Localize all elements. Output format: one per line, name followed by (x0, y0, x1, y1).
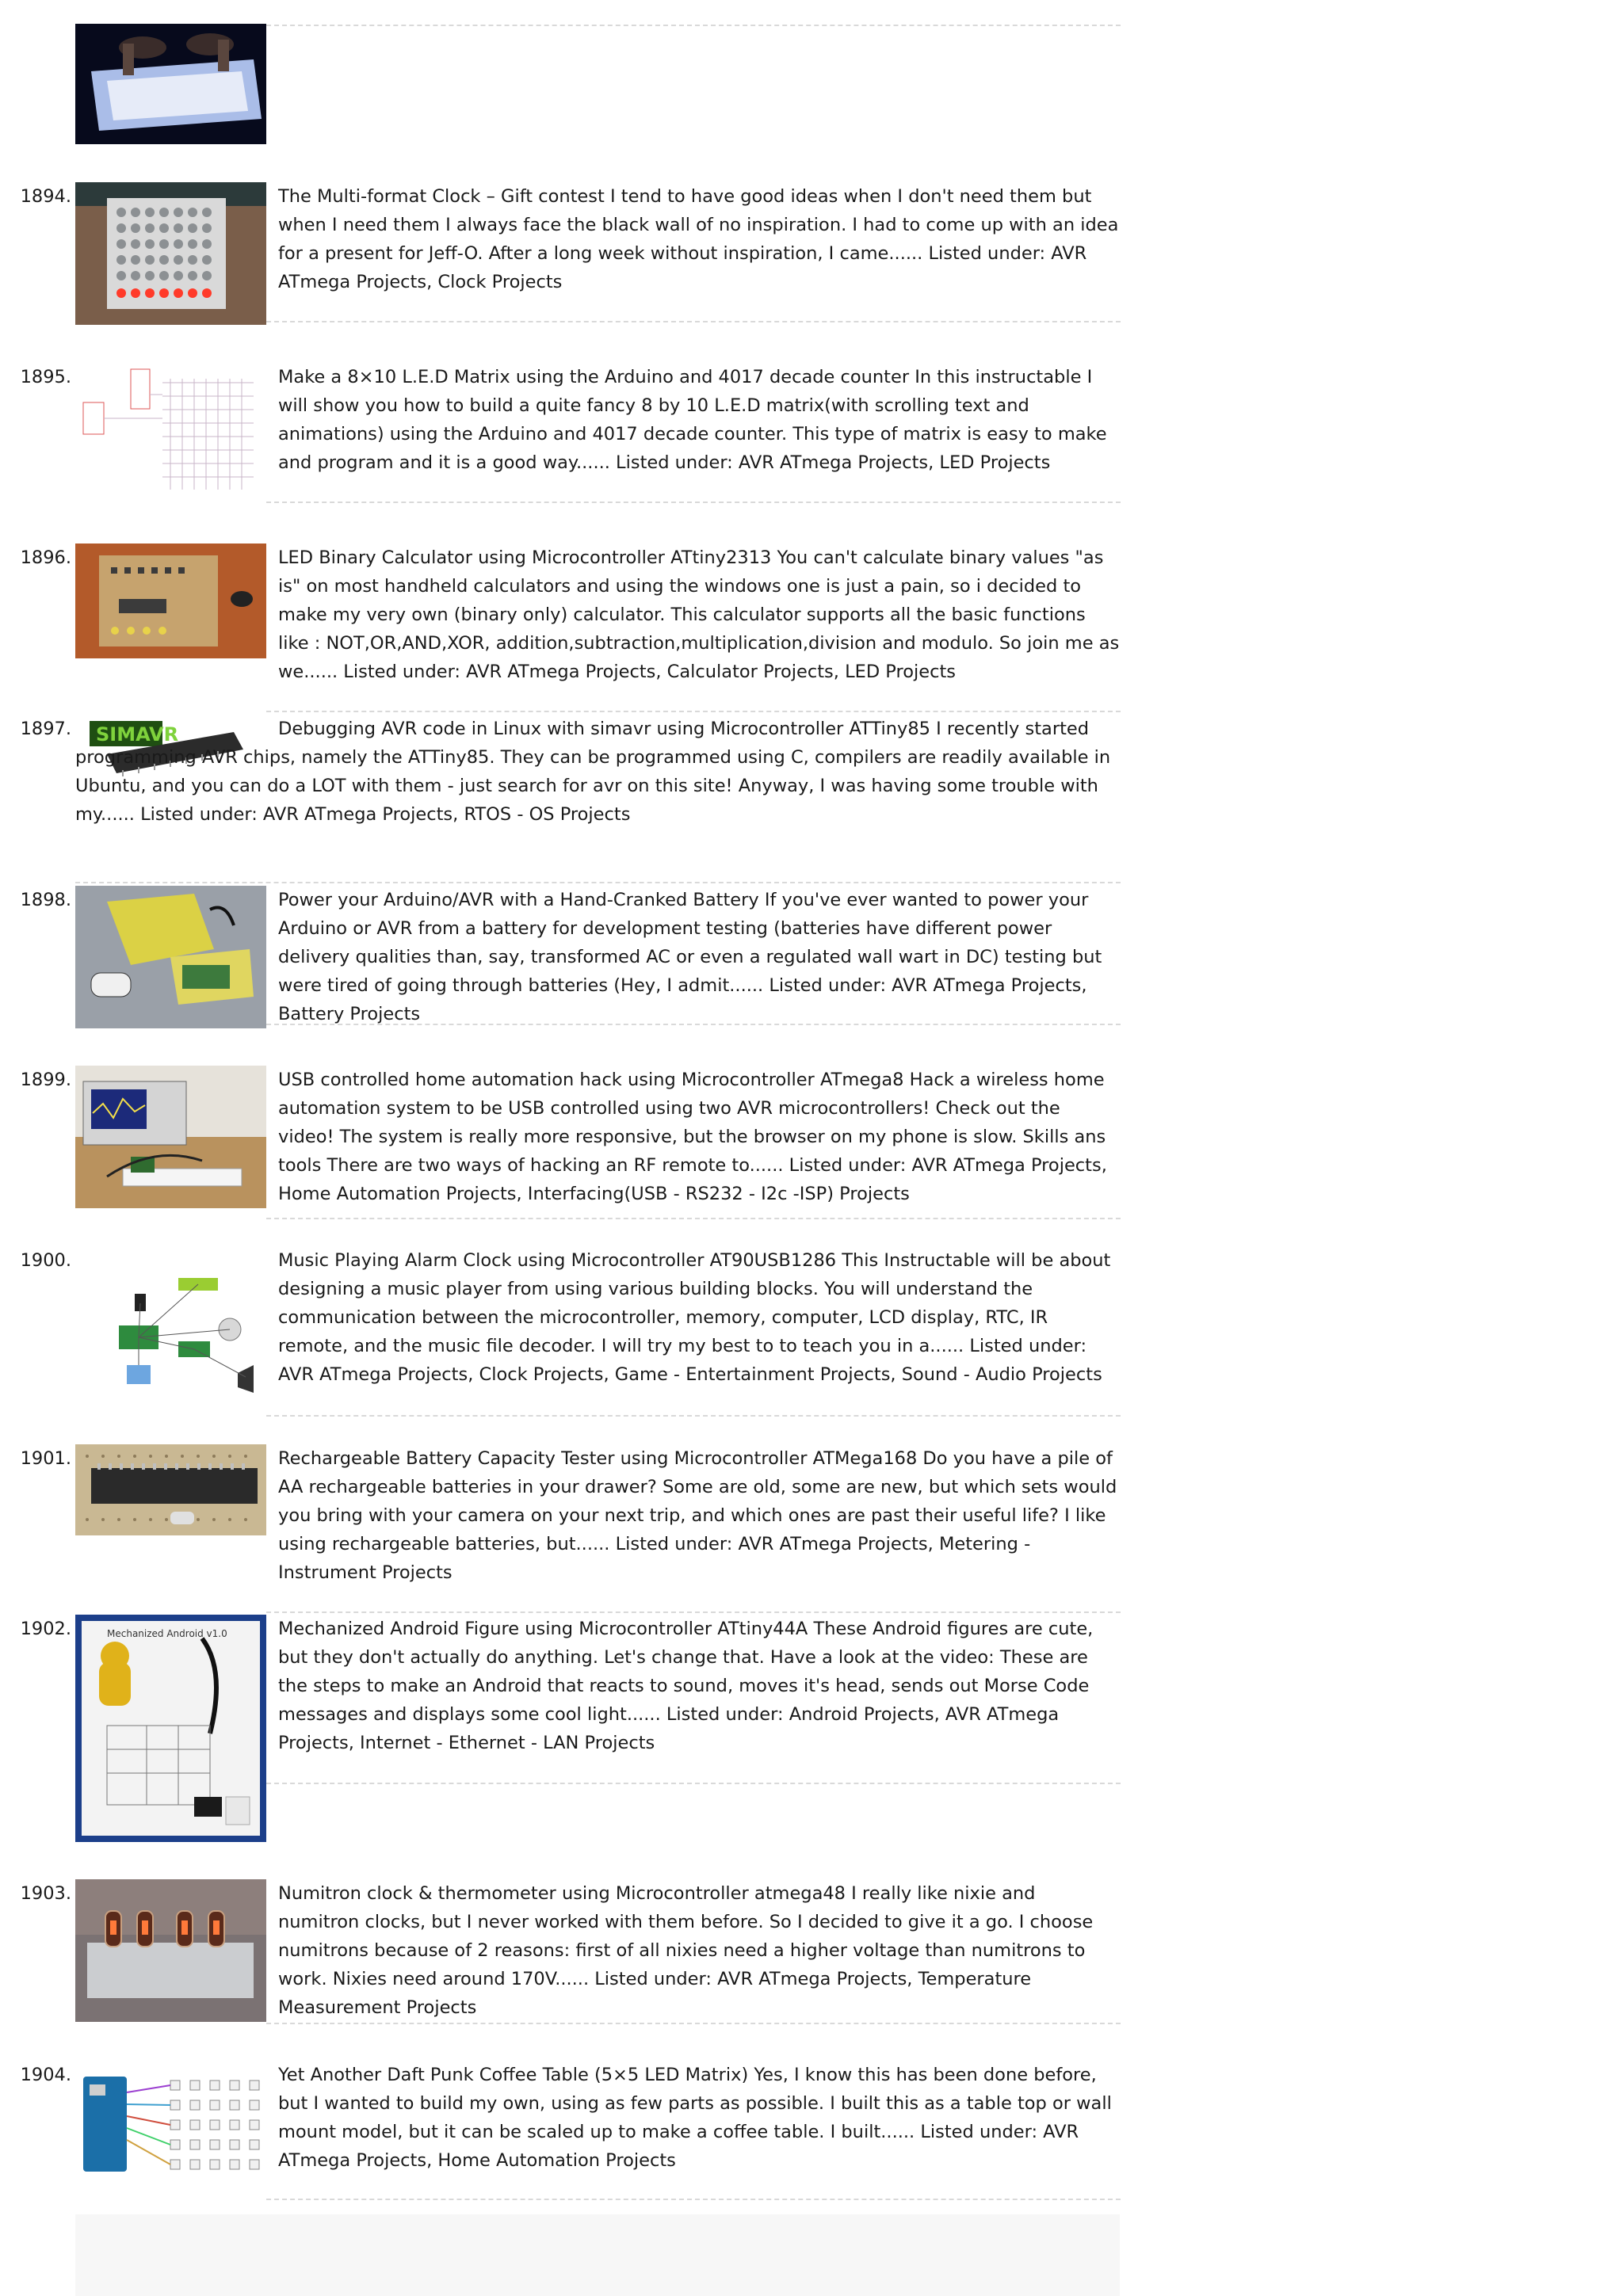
separator (266, 1024, 1121, 1025)
item-number: 1894. (20, 186, 71, 207)
project-thumbnail[interactable] (75, 1246, 266, 1405)
item-description: Power your Arduino/AVR with a Hand-Cranked Battery If you've ever wanted to power your Arduino or AVR from a battery for development testing (batteries have different power delivery qualities than, say, transformed AC or even a regulated wall wart in DC) testing but were tired of going through batteries (Hey, I admit...... Listed under: AVR ATmega Projects, Battery Projects (278, 890, 1102, 1024)
project-thumbnail[interactable] (75, 1066, 266, 1208)
item-number: 1903. (20, 1883, 71, 1904)
next-item-placeholder (75, 2214, 1120, 2296)
separator (266, 1783, 1121, 1784)
item-number: 1902. (20, 1619, 71, 1639)
item-description: Mechanized Android Figure using Microcontroller ATtiny44A These Android figures are cute, but they don't actually do anything. Let's change that. Have a look at the video: These are the steps to make an Android that reacts to sound, moves it's head, sends out Morse Code messages and displays some cool light...... Listed under: Android Projects, AVR ATmega Projects, Internet - Ethernet - LAN Projects (278, 1619, 1094, 1753)
item-number: 1900. (20, 1250, 71, 1271)
project-thumbnail[interactable] (75, 543, 266, 658)
item-number: 1895. (20, 367, 71, 387)
separator (266, 321, 1121, 322)
item-description: Debugging AVR code in Linux with simavr using Microcontroller ATTiny85 I recently started programming AVR chips, namely the ATTiny85. They can be programmed using C, compilers are readily available in Ubuntu, and you can do a LOT with them - just search for avr on this site! Anyway, I was having some trouble with my...... Listed under: AVR ATmega Projects, RTOS - OS Projects (75, 719, 1111, 825)
separator (266, 502, 1121, 503)
separator (266, 2023, 1121, 2024)
item-description: Music Playing Alarm Clock using Microcontroller AT90USB1286 This Instructable will be about designing a music player from using various building blocks. You will understand the communication between the microcontroller, memory, computer, LCD display, RTC, IR remote, and the music file decoder. I will try my best to to teach you in a...... Listed under: AVR ATmega Projects, Clock Projects, Game - Entertainment Projects, Sound - Audio Projects (278, 1250, 1111, 1385)
separator (75, 882, 1121, 883)
item-description: Yet Another Daft Punk Coffee Table (5×5 LED Matrix) Yes, I know this has been done before, but I wanted to build my own, using as few parts as possible. I built this as a table top or wall mount model, but it can be scaled up to make a coffee table. I built...... Listed under: AVR ATmega Projects, Home Automation Projects (278, 2065, 1112, 2171)
item-description: Make a 8×10 L.E.D Matrix using the Arduino and 4017 decade counter In this instructable I will show you how to build a quite fancy 8 by 10 L.E.D matrix(with scrolling text and animations) using the Arduino and 4017 decade counter. This type of matrix is easy to make and program and it is a good way...... Listed under: AVR ATmega Projects, LED Projects (278, 367, 1107, 473)
item-description: LED Binary Calculator using Microcontroller ATtiny2313 You can't calculate binary values "as is" on most handheld calculators and using the windows one is just a pain, so i decided to make my very own (binary only) calculator. This calculator supports all the basic functions like : NOT,OR,AND,XOR, addition,subtraction,multiplication,division and modulo. So join me as we...... Listed under: AVR ATmega Projects, Calculator Projects, LED Projects (278, 547, 1120, 682)
project-thumbnail[interactable] (75, 182, 266, 325)
item-description: Numitron clock & thermometer using Microcontroller atmega48 I really like nixie and numitron clocks, but I never worked with them before. So I decided to give it a go. I choose numitrons because of 2 reasons: first of all nixies need a higher voltage than numitrons to work. Nixies need around 170V...... Listed under: AVR ATmega Projects, Temperature Measurement Projects (278, 1883, 1094, 2018)
separator (266, 2199, 1121, 2200)
separator (266, 1611, 1121, 1613)
project-thumbnail[interactable] (75, 1615, 266, 1842)
project-thumbnail[interactable] (75, 24, 266, 144)
item-description: Rechargeable Battery Capacity Tester using Microcontroller ATMega168 Do you have a pile of AA rechargeable batteries in your drawer? Some are old, some are new, but which sets would you bring with your camera on your next trip, and which ones are past their useful life? I like using rechargeable batteries, but...... Listed under: AVR ATmega Projects, Metering - Instrument Projects (278, 1448, 1117, 1583)
project-thumbnail[interactable] (75, 363, 266, 505)
item-number: 1898. (20, 890, 71, 910)
item-number: 1897. (20, 719, 71, 739)
simavr-logo-text: SIMAVR (96, 723, 179, 746)
item-number: 1901. (20, 1448, 71, 1469)
separator (266, 1218, 1121, 1219)
project-thumbnail[interactable] (75, 886, 266, 1028)
project-thumbnail[interactable] (75, 2061, 266, 2187)
item-number: 1899. (20, 1070, 71, 1090)
separator (266, 711, 1121, 712)
separator (266, 25, 1121, 26)
item-description: USB controlled home automation hack using Microcontroller ATmega8 Hack a wireless home automation system to be USB controlled using two AVR microcontrollers! Check out the video! The system is really more responsive, but the browser on my phone is slow. Skills ans tools There are two ways of hacking an RF remote to...... Listed under: AVR ATmega Projects, Home Automation Projects, Interfacing(USB - RS232 - I2c -ISP) Projects (278, 1070, 1107, 1204)
project-thumbnail[interactable] (75, 1444, 266, 1535)
project-thumbnail[interactable] (75, 1879, 266, 2022)
item-description: The Multi-format Clock – Gift contest I tend to have good ideas when I don't need them but when I need them I always face the black wall of no inspiration. I had to come up with an idea for a present for Jeff-O. After a long week without inspiration, I came...... Listed under: AVR ATmega Projects, Clock Projects (278, 186, 1119, 292)
item-number: 1904. (20, 2065, 71, 2085)
item-number: 1896. (20, 547, 71, 568)
android-poster-title: Mechanized Android v1.0 (107, 1628, 227, 1639)
separator (266, 1415, 1121, 1417)
